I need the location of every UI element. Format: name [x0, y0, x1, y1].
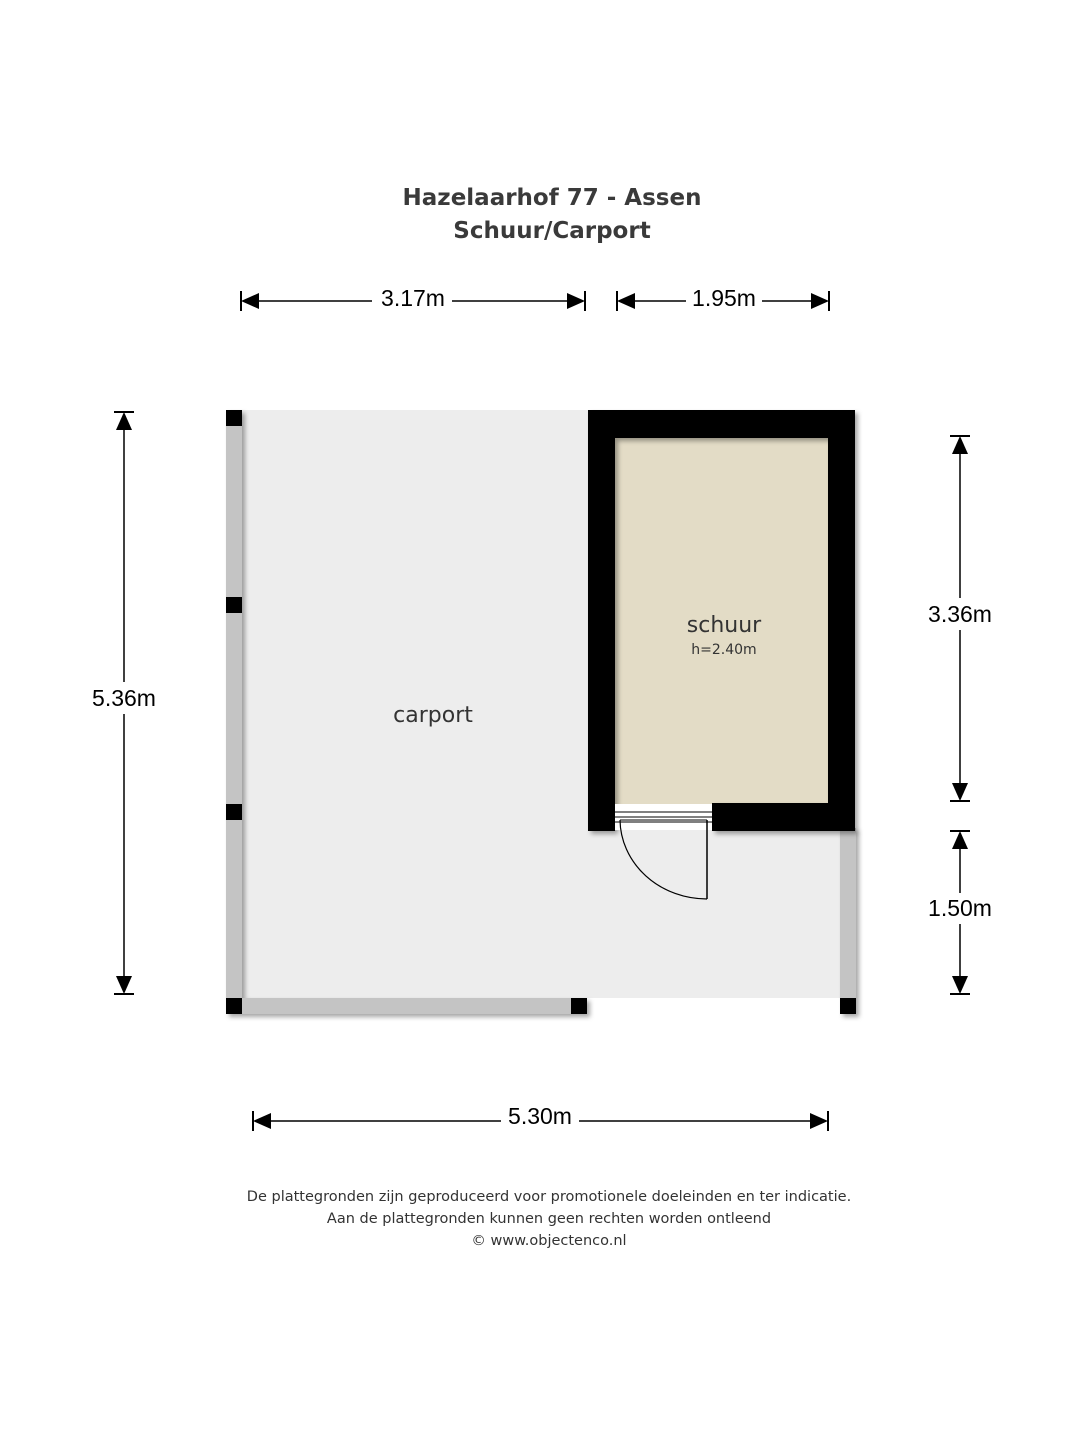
dimension-label: 3.36m	[928, 601, 992, 627]
plan-subtitle: Schuur/Carport	[453, 218, 651, 244]
dimension-left	[92, 412, 156, 994]
dimension-right-bottom	[928, 831, 992, 994]
carport-label: carport	[393, 703, 473, 728]
post	[571, 998, 587, 1014]
dimension-top-left	[241, 285, 585, 311]
carport-left-wall	[226, 412, 242, 1012]
plan-title: Hazelaarhof 77 - Assen	[402, 185, 702, 211]
dimension-label: 1.50m	[928, 895, 992, 921]
schuur-label: schuur	[686, 613, 762, 638]
dimension-label: 3.17m	[381, 285, 445, 311]
carport-bottom-wall	[234, 998, 586, 1014]
dimension-label: 5.30m	[508, 1103, 572, 1129]
disclaimer-line-1: De plattegronden zijn geproduceerd voor promotionele doeleinden en ter indicatie.	[246, 1189, 852, 1205]
copyright-line: © www.objectenco.nl	[471, 1233, 627, 1249]
schuur-height: h=2.40m	[691, 642, 757, 658]
post	[226, 998, 242, 1014]
post	[226, 410, 242, 426]
dimension-right-top	[928, 436, 992, 801]
dimension-top-right	[617, 285, 829, 311]
dimension-bottom	[253, 1103, 828, 1131]
post	[226, 804, 242, 820]
dimension-label: 1.95m	[692, 285, 756, 311]
post	[840, 998, 856, 1014]
post	[226, 597, 242, 613]
disclaimer-line-2: Aan de plattegronden kunnen geen rechten worden ontleend	[326, 1211, 772, 1227]
dimension-label: 5.36m	[92, 685, 156, 711]
carport-right-wall	[840, 828, 856, 1012]
